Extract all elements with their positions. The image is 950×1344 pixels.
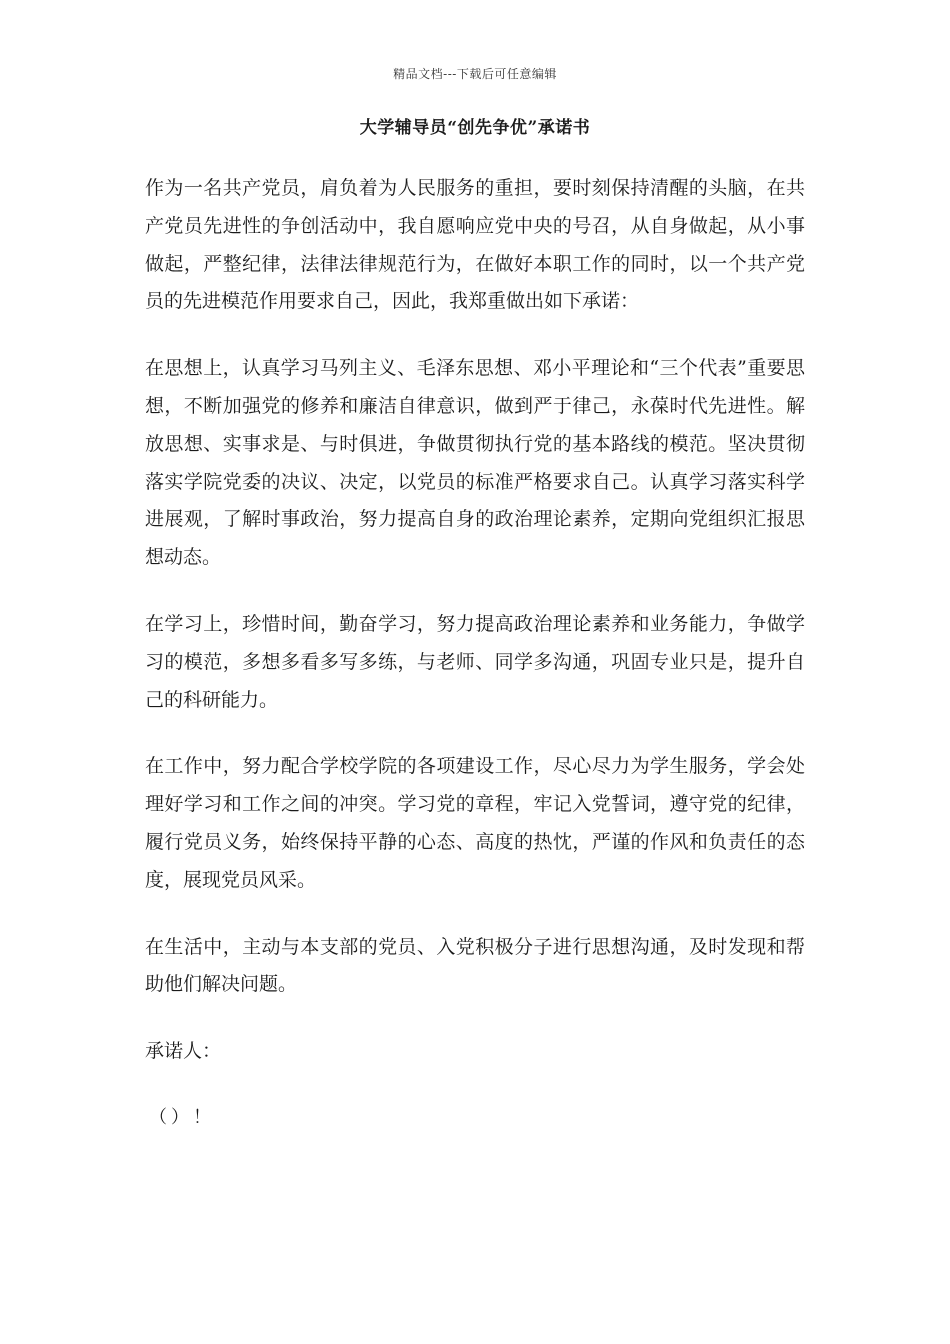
document-body (145, 170, 805, 1137)
header-note: 精品文档---下载后可任意编辑 (393, 67, 557, 81)
signer-label: 承诺人： (145, 1040, 222, 1063)
paragraph-ideology: 在思想上，认真学习马列主义、毛泽东思想、邓小平理论和“三个代表”重要思想，不断加强党的修养和廉洁自律意识，做到严于律己，永葆时代先进性。解放思想、实事求是、与时俱进，争做贯彻执行党的基本路线的模范。坚决贯彻落实学院党委的决议、决定，以党员的标准严格要求自己。认真学习落实科学进展观，了解时事政治，努力提高自身的政治理论素养，定期向党组织汇报思想动态。 (145, 357, 805, 569)
paragraph-study: 在学习上，珍惜时间，勤奋学习，努力提高政治理论素养和业务能力，争做学习的模范，多想多看多写多练，与老师、同学多沟通，巩固专业只是，提升自己的科研能力。 (145, 612, 805, 711)
paragraph-life: 在生活中，主动与本支部的党员、入党积极分子进行思想沟通，及时发现和帮助他们解决问题。 (145, 935, 805, 996)
paragraph-intro: 作为一名共产党员，肩负着为人民服务的重担，要时刻保持清醒的头脑，在共产党员先进性的争创活动中，我自愿响应党中央的号召，从自身做起，从小事做起，严整纪律，法律法律规范行为，在做好本职工作的同时，以一个共产党员的先进模范作用要求自己，因此，我郑重做出如下承诺： (145, 177, 805, 313)
closing-mark: （）！ (149, 1106, 215, 1128)
document-title: 大学辅导员“创先争优”承诺书 (359, 118, 591, 138)
paragraph-work: 在工作中，努力配合学校学院的各项建设工作，尽心尽力为学生服务，学会处理好学习和工作之间的冲突。学习党的章程，牢记入党誓词，遵守党的纪律，履行党员义务，始终保持平静的心态、高度的热忱，严谨的作风和负责任的态度，展现党员风采。 (145, 755, 805, 891)
